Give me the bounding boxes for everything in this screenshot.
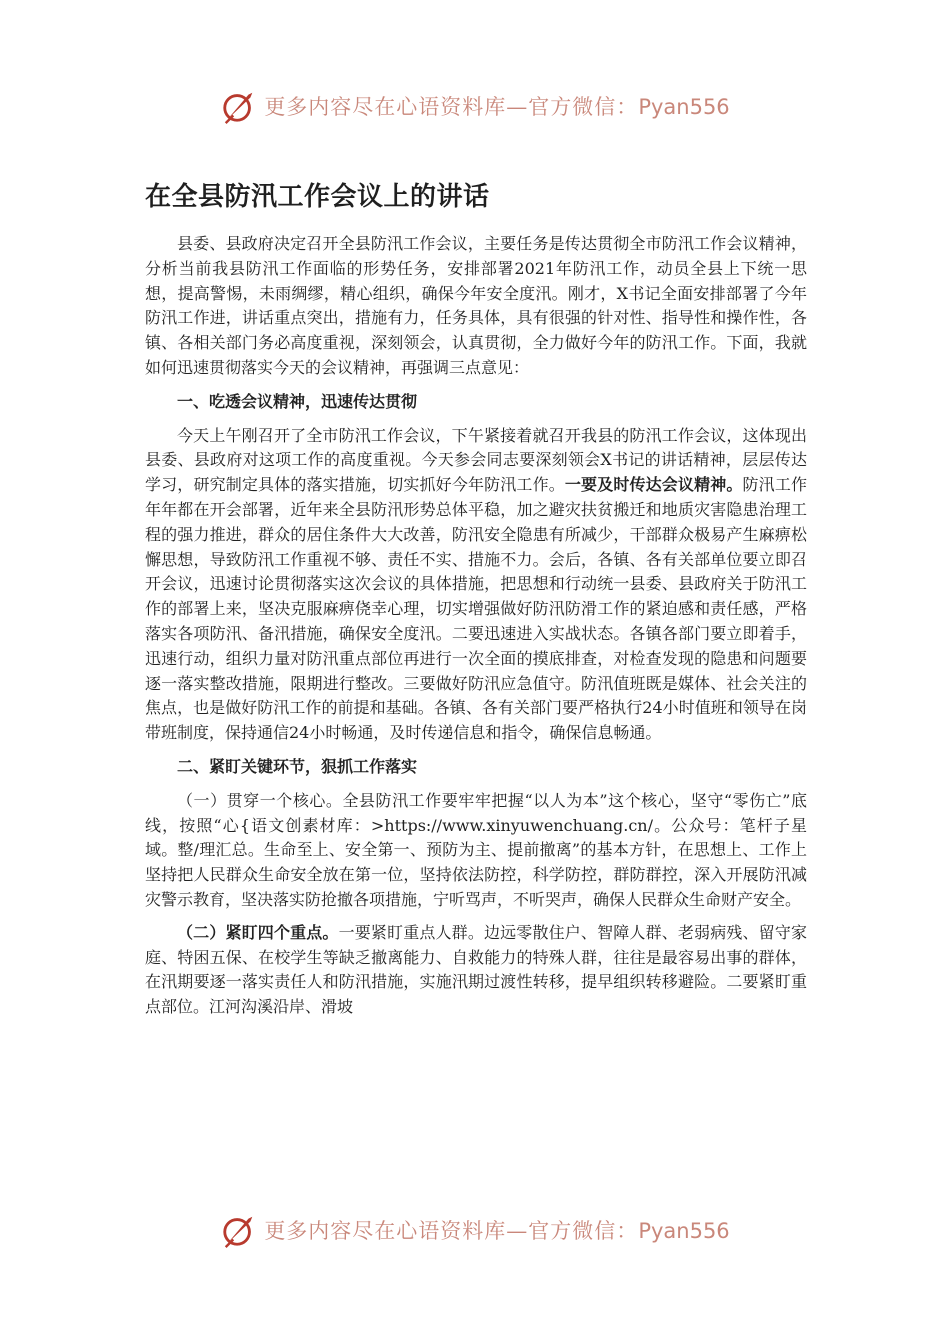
- paragraph-section-1-bold: 一要及时传达会议精神。: [564, 475, 743, 495]
- banner-text: [264, 91, 729, 121]
- paragraph-key-points: [145, 921, 807, 1020]
- banner-text: [264, 1215, 729, 1245]
- quill-logo-icon: [220, 1211, 258, 1249]
- quill-logo-icon: [220, 87, 258, 125]
- section-heading-2: 二、紧盯关键环节，狠抓工作落实: [177, 756, 418, 776]
- paragraph-section-1: [145, 424, 807, 746]
- paragraph-core: （一）贯穿一个核心。全县防汛工作要牢牢把握“以人为本”这个核心，坚守“零伤亡”底线，按照“心{语文创素材库：>https://www.xinyuwenchuang.cn/。公众号：笔杆子星域。整/理汇总。生命至上、安全第一、预防为主、提前撤离”的基本方针，在思想上、工作上坚持把人民群众生命安全放在第一位，坚持依法防控，科学防控，群防群控，深入开展防汛减灾警示教育，坚决落实防抢撤各项措施，宁听骂声，不听哭声，确保人民群众生命财产安全。: [145, 790, 807, 909]
- section-heading-1: 一、吃透会议精神，迅速传达贯彻: [177, 391, 418, 411]
- banner-wechat: Pyan556: [638, 95, 730, 119]
- paragraph-section-1-c: 防汛工作年年都在开会部署，近年来全县防汛形势总体平稳，加之避灾扶贫搬迁和地质灾害隐患治理工程的强力推进，群众的居住条件大大改善，防汛安全隐患有所减少，干部群众极易产生麻痹松懈思想，导致防汛工作重视不够、责任不实、措施不力。会后，各镇、各有关部单位要立即召开会议，迅速讨论贯彻落实这次会议的具体措施，把思想和行动统一县委、县政府关于防汛工作的部署上来，坚决克服麻痹侥幸心理，切实增强做好防汛防滑工作的紧迫感和责任感，严格落实各项防汛、备汛措施，确保安全度汛。二要迅速进入实战状态。各镇各部门要立即着手，迅速行动，组织力量对防汛重点部位再进行一次全面的摸底排查，对检查发现的隐患和问题要逐一落实整改措施，限期进行整改。三要做好防汛应急值守。防汛值班既是媒体、社会关注的焦点，也是做好防汛工作的前提和基础。各镇、各有关部门要严格执行24小时值班和领导在岗带班制度，保持通信24小时畅通，及时传递信息和指令，确保信息畅通。: [145, 475, 807, 743]
- paragraph-key-points-bold: （二）紧盯四个重点。: [177, 922, 339, 942]
- banner-wechat: Pyan556: [638, 1219, 730, 1243]
- banner-label: 更多内容尽在心语资料库—官方微信：: [264, 95, 639, 119]
- document-body: [145, 232, 807, 1020]
- paragraph-key-points-text: 一要紧盯重点人群。边远零散住户、智障人群、老弱病残、留守家庭、特困五保、在校学生等缺乏撤离能力、自救能力的特殊人群，往往是最容易出事的群体，在汛期要逐一落实责任人和防汛措施，实施汛期过渡性转移，提早组织转移避险。二要紧盯重点部位。江河沟溪沿岸、滑坡: [145, 922, 807, 1017]
- header-banner: [0, 84, 950, 128]
- document-title: 在全县防汛工作会议上的讲话: [145, 182, 490, 212]
- banner-label: 更多内容尽在心语资料库—官方微信：: [264, 1219, 639, 1243]
- footer-banner: [0, 1208, 950, 1252]
- paragraph-intro: 县委、县政府决定召开全县防汛工作会议，主要任务是传达贯彻全市防汛工作会议精神，分析当前我县防汛工作面临的形势任务，安排部署2021年防汛工作，动员全县上下统一思想，提高警惕，未雨绸缪，精心组织，确保今年安全度汛。刚才，X书记全面安排部署了今年防汛工作进，讲话重点突出，措施有力，任务具体，具有很强的针对性、指导性和操作性，各镇、各相关部门务必高度重视，深刻领会，认真贯彻，全力做好今年的防汛工作。下面，我就如何迅速贯彻落实今天的会议精神，再强调三点意见：: [145, 234, 807, 377]
- paragraph-section-1-a: 今天上午刚召开了全市防汛工作会议，下午紧接着就召开我县的防汛工作会议，这体现出县委、县政府对这项工作的高度重视。今天参会同志要深刻领会X书记的讲话精神，层层传达学习，研究制定具体的落实措施，切实抓好今年防汛工作。: [145, 425, 807, 495]
